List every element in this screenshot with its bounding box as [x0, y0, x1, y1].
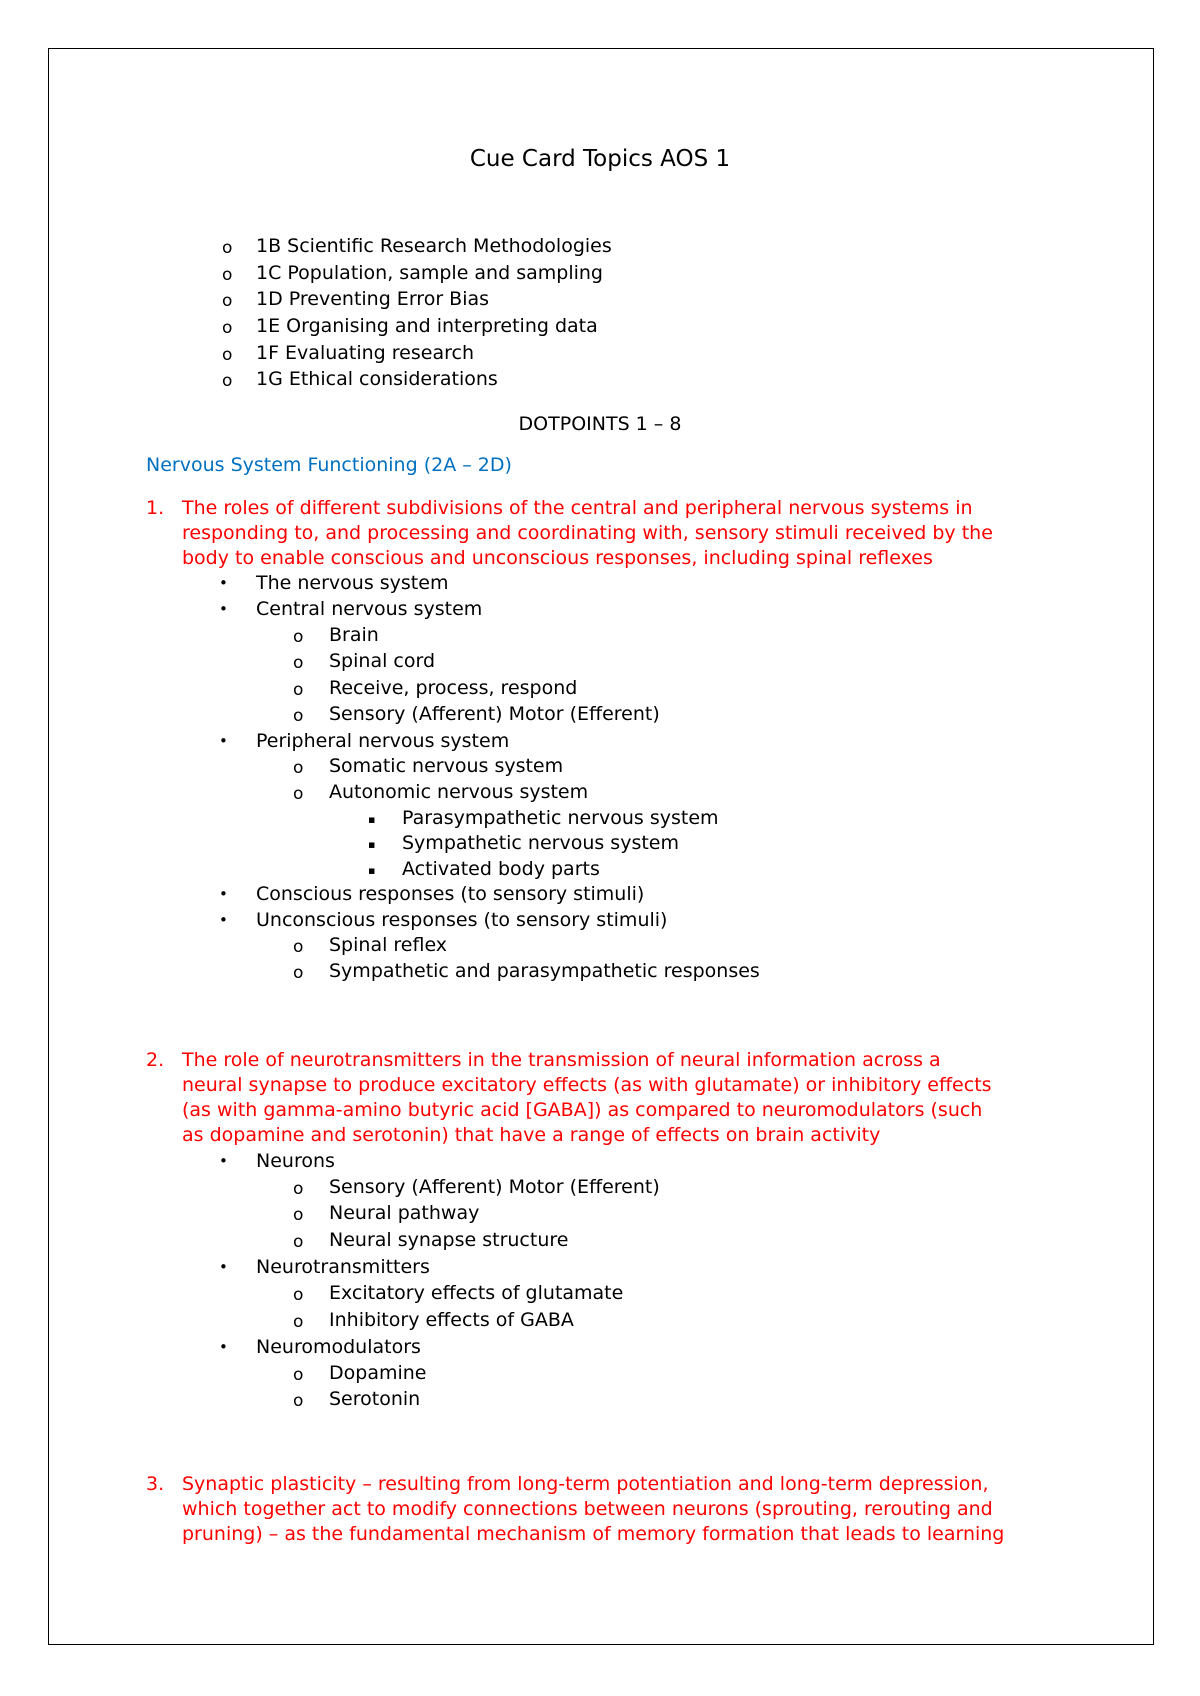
subpoint: Parasympathetic nervous system: [402, 807, 719, 829]
subpoint: Dopamine: [329, 1362, 427, 1384]
section-heading: Nervous System Functioning (2A – 2D): [146, 454, 512, 476]
list-item: 1D Preventing Error Bias: [256, 288, 490, 310]
list-item: 1F Evaluating research: [256, 342, 474, 364]
subpoint: Serotonin: [329, 1388, 421, 1410]
item-number: 2.: [146, 1049, 165, 1071]
subpoint: Peripheral nervous system: [256, 730, 510, 752]
list-marker: o: [222, 238, 233, 258]
subpoint: Sympathetic nervous system: [402, 832, 679, 854]
item-number: 3.: [146, 1473, 165, 1495]
item-text-line: body to enable conscious and unconscious responses, including spinal reflexes: [182, 547, 933, 569]
item-text-line: The role of neurotransmitters in the transmission of neural information across a: [182, 1049, 941, 1071]
item-text-line: which together act to modify connections between neurons (sprouting, rerouting and: [182, 1498, 993, 1520]
list-marker: o: [222, 291, 233, 311]
bullet-marker: •: [219, 911, 228, 929]
item-text-line: pruning) – as the fundamental mechanism of memory formation that leads to learning: [182, 1523, 1005, 1545]
bullet-marker: •: [219, 885, 228, 903]
item-text-line: responding to, and processing and coordinating with, sensory stimuli received by the: [182, 522, 993, 544]
bullet-marker: •: [219, 732, 228, 750]
subpoint: Sensory (Afferent) Motor (Efferent): [329, 1176, 660, 1198]
subpoint: Somatic nervous system: [329, 755, 564, 777]
list-marker: o: [222, 318, 233, 338]
list-marker: o: [293, 1285, 304, 1305]
subpoint: Brain: [329, 624, 379, 646]
list-marker: o: [293, 706, 304, 726]
square-marker: ▪: [368, 864, 376, 877]
list-marker: o: [222, 265, 233, 285]
square-marker: ▪: [368, 813, 376, 826]
bullet-marker: •: [219, 1258, 228, 1276]
subpoint: Spinal cord: [329, 650, 436, 672]
list-marker: o: [293, 680, 304, 700]
item-text-line: neural synapse to produce excitatory effects (as with glutamate) or inhibitory effects: [182, 1074, 992, 1096]
subpoint: Receive, process, respond: [329, 677, 578, 699]
subpoint: Neural pathway: [329, 1202, 480, 1224]
subpoint: Inhibitory effects of GABA: [329, 1309, 574, 1331]
list-marker: o: [293, 1179, 304, 1199]
list-item: 1B Scientific Research Methodologies: [256, 235, 612, 257]
bullet-marker: •: [219, 1338, 228, 1356]
square-marker: ▪: [368, 838, 376, 851]
subpoint: Neural synapse structure: [329, 1229, 569, 1251]
list-item: 1G Ethical considerations: [256, 368, 498, 390]
item-text-line: as dopamine and serotonin) that have a range of effects on brain activity: [182, 1124, 881, 1146]
subpoint: Central nervous system: [256, 598, 483, 620]
item-text-line: (as with gamma-amino butyric acid [GABA]) as compared to neuromodulators (such: [182, 1099, 983, 1121]
subpoint: Autonomic nervous system: [329, 781, 589, 803]
subpoint: Activated body parts: [402, 858, 600, 880]
list-marker: o: [293, 1365, 304, 1385]
list-marker: o: [222, 371, 233, 391]
item-text-line: The roles of different subdivisions of the central and peripheral nervous systems in: [182, 497, 973, 519]
subpoint: Conscious responses (to sensory stimuli): [256, 883, 645, 905]
subpoint: Neurotransmitters: [256, 1256, 430, 1278]
item-text-line: Synaptic plasticity – resulting from long-term potentiation and long-term depression,: [182, 1473, 989, 1495]
subpoint: The nervous system: [256, 572, 449, 594]
item-number: 1.: [146, 497, 165, 519]
subpoint: Neurons: [256, 1150, 335, 1172]
list-marker: o: [293, 937, 304, 957]
list-item: 1C Population, sample and sampling: [256, 262, 603, 284]
subpoint: Spinal reflex: [329, 934, 448, 956]
list-marker: o: [293, 963, 304, 983]
list-marker: o: [293, 653, 304, 673]
list-marker: o: [293, 1205, 304, 1225]
subpoint: Unconscious responses (to sensory stimuli): [256, 909, 668, 931]
bullet-marker: •: [219, 574, 228, 592]
list-marker: o: [293, 1312, 304, 1332]
list-item: 1E Organising and interpreting data: [256, 315, 598, 337]
list-marker: o: [293, 1232, 304, 1252]
list-marker: o: [293, 784, 304, 804]
dotpoints-heading: DOTPOINTS 1 – 8: [518, 413, 682, 435]
subpoint: Sensory (Afferent) Motor (Efferent): [329, 703, 660, 725]
subpoint: Neuromodulators: [256, 1336, 421, 1358]
list-marker: o: [293, 758, 304, 778]
subpoint: Sympathetic and parasympathetic responses: [329, 960, 760, 982]
subpoint: Excitatory effects of glutamate: [329, 1282, 624, 1304]
bullet-marker: •: [219, 600, 228, 618]
list-marker: o: [293, 627, 304, 647]
list-marker: o: [222, 345, 233, 365]
document-title: Cue Card Topics AOS 1: [469, 146, 731, 172]
list-marker: o: [293, 1391, 304, 1411]
bullet-marker: •: [219, 1152, 228, 1170]
